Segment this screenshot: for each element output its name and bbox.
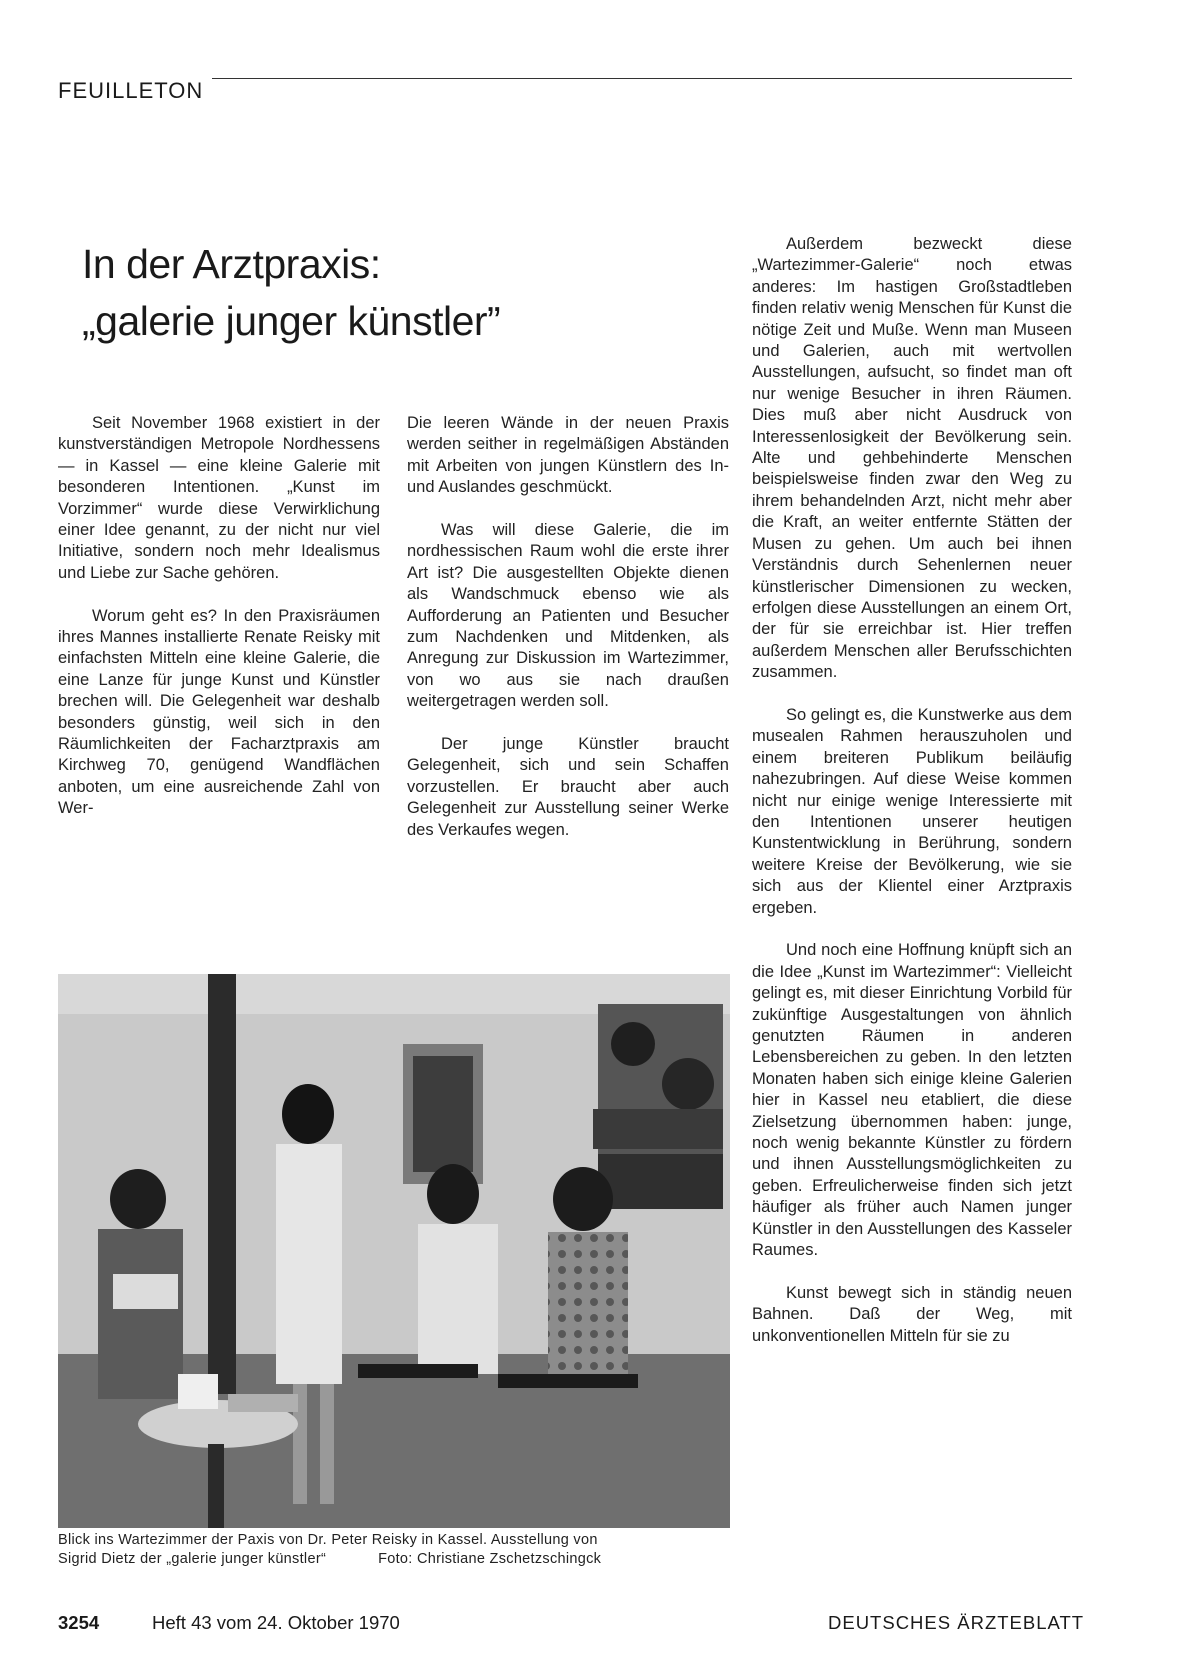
- paragraph: Und noch eine Hoffnung knüpft sich an die Idee „Kunst im Wartezimmer“: Vielleicht gelingt es, mit dieser Einrichtung Vorbild für zukünftige Ausgestaltungen von ähnlich genutzten Räumen in anderen Lebensbereichen zu geben. In den letzten Monaten haben sich einige kleine Galerien hier in Kassel neu etabliert, die diese Zielsetzung übernommen haben: junge, noch wenig bekannte Künstler zu fördern und ihnen Ausstellungsmöglichkeiten zu geben. Erfreulicherweise finden sich jetzt häufiger als früher auch Namen junger Künstler in den Ausstellungen des Kasseler Raumes.: [752, 941, 1072, 1260]
- paragraph: Kunst bewegt sich in ständig neuen Bahnen. Daß der Weg, mit unkonventionellen Mitteln für sie zu: [752, 1283, 1072, 1345]
- caption-text: Sigrid Dietz der „galerie junger künstler“: [58, 1551, 327, 1567]
- section-label: FEUILLETON: [58, 78, 204, 103]
- caption-line-2: [58, 1550, 738, 1569]
- column-3: [752, 234, 1072, 1368]
- paragraph: Die leeren Wände in der neuen Praxis werden seither in regelmäßigen Abständen mit Arbeiten von jungen Künstlern des In- und Auslandes geschmückt.: [407, 414, 729, 497]
- page-number: 3254: [58, 1612, 100, 1633]
- article-title: [82, 236, 642, 350]
- title-line-1: In der Arztpraxis:: [82, 241, 381, 287]
- paragraph: Außerdem bezweckt diese „Wartezimmer-Galerie“ noch etwas anderes: Im hastigen Großstadtleben finden relativ wenig Menschen für Kunst die nötige Zeit und Muße. Wenn man Museen und Galerien, auch mit wertvollen Ausstellungen, aufsucht, so findet man oft nur wenige Besucher in ihren Räumen. Dies muß aber nicht Ausdruck von Interessenlosigkeit der Bevölkerung sein. Alte und gehbehinderte Menschen beispielsweise finden zwar den Weg zu ihrem behandelnden Arzt, nicht mehr aber die Kraft, an weiter entfernte Stätten der Musen zu gehen. Um auch bei ihnen Verständnis durch Sehenlernen neuer künstlerischer Dimensionen zu wecken, erfolgen diese Ausstellungen an einem Ort, der für sie erreichbar ist. Hier treffen außerdem Menschen aller Berufsschichten zusammen.: [752, 235, 1072, 682]
- column-2: [407, 413, 729, 862]
- paragraph: Seit November 1968 existiert in der kunstverständigen Metropole Nordhessens — in Kassel — eine kleine Galerie mit besonderen Intentionen. „Kunst im Vorzimmer“ wurde diese Verwirklichung einer Idee genannt, zu der nicht nur viel Initiative, sondern noch mehr Idealismus und Liebe zur Sache gehören.: [58, 414, 380, 582]
- caption-line-1: Blick ins Wartezimmer der Paxis von Dr. Peter Reisky in Kassel. Ausstellung von: [58, 1532, 598, 1548]
- title-line-2: „galerie junger künstler”: [82, 298, 501, 344]
- waiting-room-photo: [58, 974, 730, 1528]
- header-rule: [212, 78, 1072, 79]
- paragraph: So gelingt es, die Kunstwerke aus dem musealen Rahmen herauszuholen und einem breiteren Publikum beiläufig nahezubringen. Auf diese Weise kommen nicht nur einige wenige Interessierte mit den Intentionen unserer heutigen Kunstentwicklung in Berührung, sondern weitere Kreise der Bevölkerung, wie sie sich aus der Klientel einer Arztpraxis ergeben.: [752, 705, 1072, 917]
- paragraph: Der junge Künstler braucht Gelegenheit, sich und sein Schaffen vorzustellen. Er braucht aber auch Gelegenheit zur Ausstellung seiner Werke des Verkaufes wegen.: [407, 735, 729, 839]
- column-1: [58, 413, 380, 841]
- paragraph: Worum geht es? In den Praxisräumen ihres Mannes installierte Renate Reisky mit einfachsten Mitteln eine kleine Galerie, die eine Lanze für junge Kunst und Künstler brechen will. Die Gelegenheit war deshalb besonders günstig, weil sich in den Räumlichkeiten der Facharztpraxis am Kirchweg 70, genügend Wandflächen anboten, um eine ausreichende Zahl von Wer-: [58, 606, 380, 818]
- issue-info: Heft 43 vom 24. Oktober 1970: [152, 1612, 400, 1633]
- paragraph: Was will diese Galerie, die im nordhessischen Raum wohl die erste ihrer Art ist? Die ausgestellten Objekte dienen als Wandschmuck ebenso wie als Aufforderung an Patienten und Besucher zum Nachdenken und Mitdenken, als Anregung zur Diskussion im Wartezimmer, von wo aus sie nach draußen weitergetragen werden soll.: [407, 521, 729, 711]
- journal-name: DEUTSCHES ÄRZTEBLATT: [828, 1612, 1085, 1633]
- photo-caption: [58, 1531, 738, 1569]
- photo-credit: Foto: Christiane Zschetzschingck: [378, 1551, 602, 1567]
